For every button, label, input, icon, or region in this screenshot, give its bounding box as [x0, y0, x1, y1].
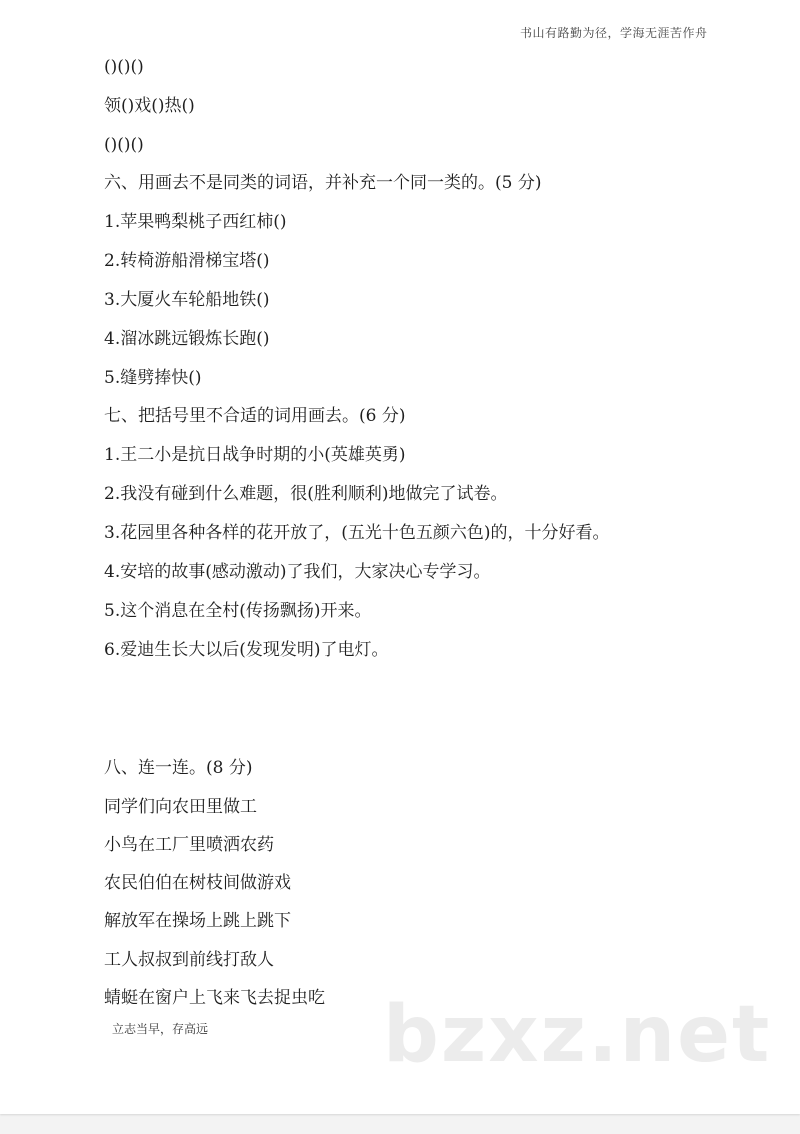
- section-7-item-6: 6.爱迪生长大以后(发现发明)了电灯。: [104, 640, 389, 660]
- footer-motto: 立志当早，存高远: [112, 1022, 209, 1036]
- section-8-heading: 八、连一连。(8 分): [104, 758, 253, 778]
- section-7-item-2: 2.我没有碰到什么难题，很(胜利顺利)地做完了试卷。: [104, 484, 508, 504]
- section-6-item-1: 1.苹果鸭梨桃子西红柿(): [104, 212, 287, 232]
- section-8-item-6: 蜻蜓在窗户上飞来飞去捉虫吃: [104, 988, 325, 1008]
- section-6-item-3: 3.大厦火车轮船地铁(): [104, 290, 270, 310]
- section-8-item-4: 解放军在操场上跳上跳下: [104, 911, 291, 931]
- section-8-item-1: 同学们向农田里做工: [104, 797, 257, 817]
- blank-row-2: 领()戏()热(): [104, 96, 195, 116]
- blank-row-1: ()()(): [104, 57, 144, 77]
- section-8-item-5: 工人叔叔到前线打敌人: [104, 950, 274, 970]
- section-7-item-5: 5.这个消息在全村(传扬飘扬)开来。: [104, 601, 372, 621]
- site-watermark: bzxz.net: [383, 990, 772, 1080]
- section-8-item-2: 小鸟在工厂里喷洒农药: [104, 835, 274, 855]
- section-6-item-5: 5.缝劈捧快(): [104, 368, 202, 388]
- header-motto: 书山有路勤为径，学海无涯苦作舟: [520, 26, 708, 40]
- section-7-item-1: 1.王二小是抗日战争时期的小(英雄英勇): [104, 445, 406, 465]
- section-8-item-3: 农民伯伯在树枝间做游戏: [104, 873, 291, 893]
- section-6-item-2: 2.转椅游船滑梯宝塔(): [104, 251, 270, 271]
- section-7-item-3: 3.花园里各种各样的花开放了，(五光十色五颜六色)的，十分好看。: [104, 523, 610, 543]
- section-7-item-4: 4.安培的故事(感动激动)了我们，大家决心专学习。: [104, 562, 491, 582]
- section-6-heading: 六、用画去不是同类的词语，并补充一个同一类的。(5 分): [104, 173, 542, 193]
- section-6-item-4: 4.溜冰跳远锻炼长跑(): [104, 329, 270, 349]
- section-7-heading: 七、把括号里不合适的词用画去。(6 分): [104, 406, 406, 426]
- blank-row-3: ()()(): [104, 135, 144, 155]
